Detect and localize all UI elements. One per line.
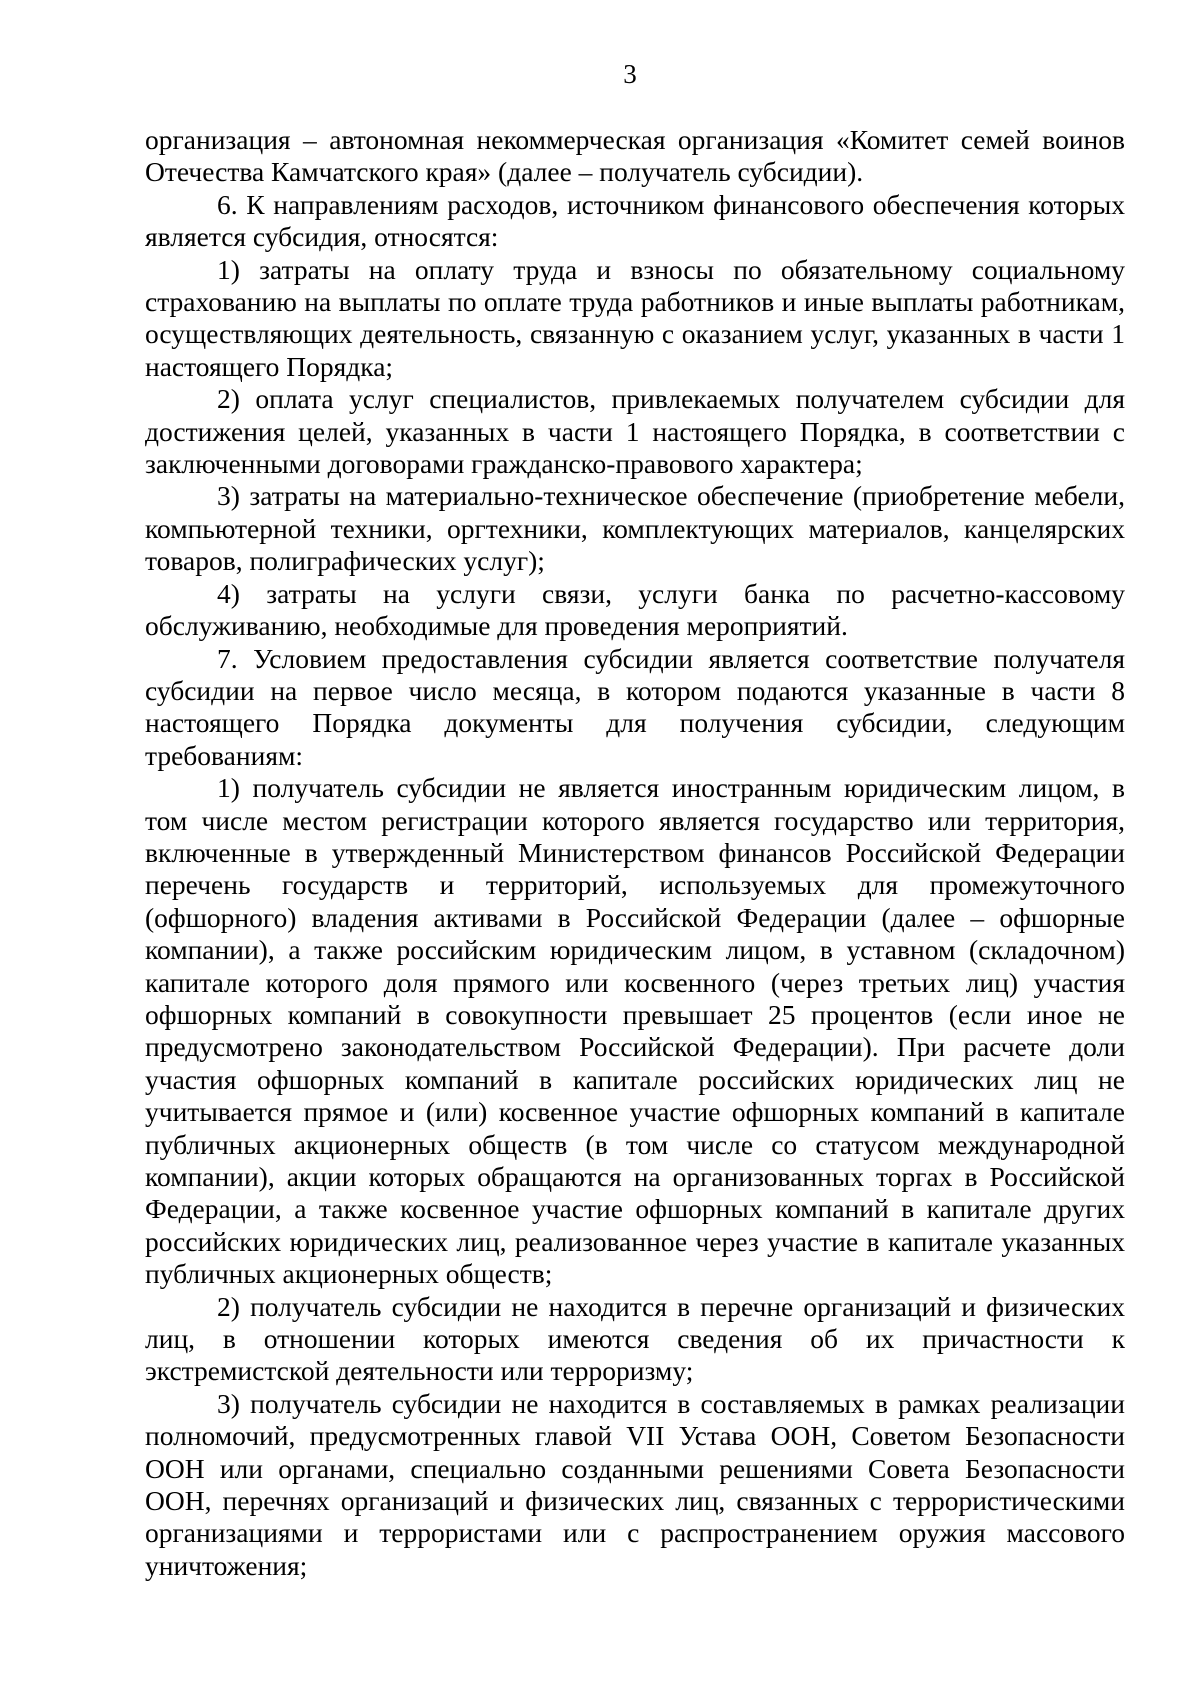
page-number: 3 bbox=[623, 59, 637, 89]
paragraph: 7. Условием предоставления субсидии является соответствие получателя субсидии на первое число месяца, в котором подаются указанные в части 8 настоящего Порядка документы для получения субсидии, следующим требованиям: bbox=[145, 642, 1125, 771]
paragraph: 1) получатель субсидии не является иностранным юридическим лицом, в том числе местом регистрации которого является государство или территория, включенные в утвержденный Министерством финансов Российской Федерации перечень государств и территорий, используемых для промежуточного (офшорного) владения активами в Российской Федерации (далее – офшорные компании), а также российским юридическим лицом, в уставном (складочном) капитале которого доля прямого или косвенного (через третьих лиц) участия офшорных компаний в совокупности превышает 25 процентов (если иное не предусмотрено законодательством Российской Федерации). При расчете доли участия офшорных компаний в капитале российских юридических лиц не учитывается прямое и (или) косвенное участие офшорных компаний в капитале публичных акционерных обществ (в том числе со статусом международной компании), акции которых обращаются на организованных торгах в Российской Федерации, а также косвенное участие офшорных компаний в капитале других российских юридических лиц, реализованное через участие в капитале указанных публичных акционерных обществ; bbox=[145, 772, 1125, 1290]
paragraph: 2) оплата услуг специалистов, привлекаемых получателем субсидии для достижения целей, указанных в части 1 настоящего Порядка, в соответствии с заключенными договорами гражданско-правового характера; bbox=[145, 383, 1125, 480]
paragraph: 4) затраты на услуги связи, услуги банка по расчетно-кассовому обслуживанию, необходимые для проведения мероприятий. bbox=[145, 577, 1125, 642]
paragraph: организация – автономная некоммерческая организация «Комитет семей воинов Отечества Камчатского края» (далее – получатель субсидии). bbox=[145, 124, 1125, 188]
paragraph: 3) получатель субсидии не находится в составляемых в рамках реализации полномочий, предусмотренных главой VII Устава ООН, Советом Безопасности ООН или органами, специально созданными решениями Совета Безопасности ООН, перечнях организаций и физических лиц, связанных с террористическими организациями и террористами или с распространением оружия массового уничтожения; bbox=[145, 1387, 1125, 1581]
paragraph: 2) получатель субсидии не находится в перечне организаций и физических лиц, в отношении которых имеются сведения об их причастности к экстремистской деятельности или терроризму; bbox=[145, 1290, 1125, 1387]
paragraph: 6. К направлениям расходов, источником финансового обеспечения которых является субсидия, относятся: bbox=[145, 188, 1125, 253]
paragraph: 1) затраты на оплату труда и взносы по обязательному социальному страхованию на выплаты по оплате труда работников и иные выплаты работникам, осуществляющих деятельность, связанную с оказанием услуг, указанных в части 1 настоящего Порядка; bbox=[145, 253, 1125, 382]
document-body bbox=[145, 124, 1125, 1582]
paragraph: 3) затраты на материально-техническое обеспечение (приобретение мебели, компьютерной техники, оргтехники, комплектующих материалов, канцелярских товаров, полиграфических услуг); bbox=[145, 480, 1125, 577]
